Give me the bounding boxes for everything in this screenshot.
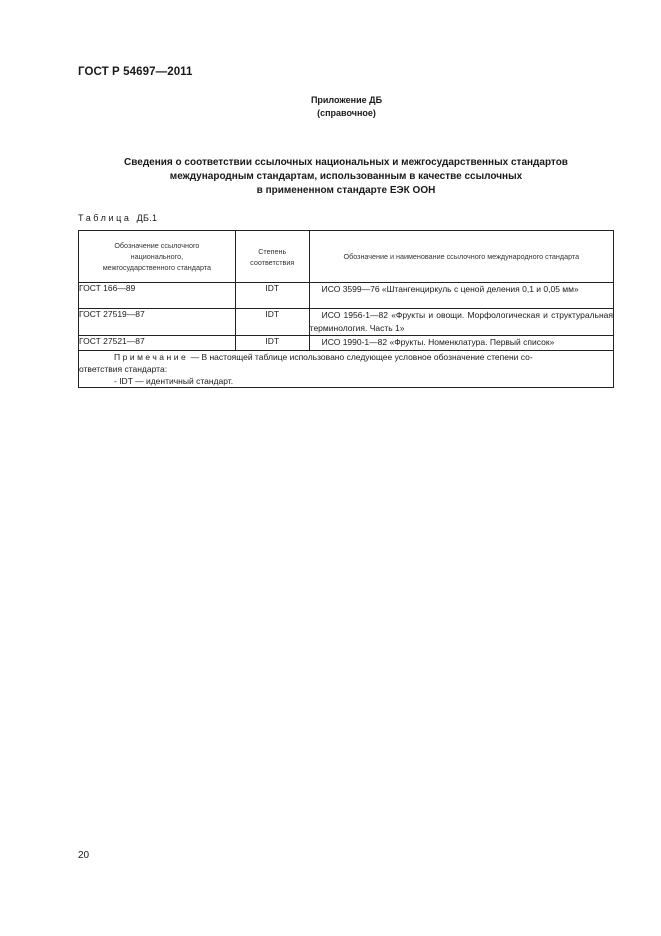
header-national-standard	[79, 231, 236, 283]
section-title-line: международным стандартам, использованным в качестве ссылочных	[169, 171, 523, 182]
header-degree	[235, 231, 309, 283]
annex-subtitle: (справочное)	[317, 108, 376, 118]
table-row	[79, 309, 614, 336]
annex-title: Приложение ДБ	[310, 95, 383, 105]
header-line: Обозначение ссылочного	[114, 241, 200, 250]
header-line: Обозначение и наименование ссылочного международного стандарта	[343, 252, 580, 261]
cell-gost: ГОСТ 27521—87	[79, 336, 236, 351]
reference-table	[78, 230, 614, 388]
cell-degree: IDT	[235, 283, 309, 309]
header-international-standard	[309, 231, 613, 283]
table-caption-prefix: Таблица	[78, 213, 132, 223]
note-label: Примечание	[114, 352, 189, 362]
table-caption-number: ДБ.1	[136, 213, 158, 223]
note-line: ответствия стандарта:	[79, 364, 168, 374]
page-number: 20	[78, 850, 90, 861]
section-title	[78, 156, 614, 198]
note-line	[79, 351, 613, 363]
table-note-row	[79, 351, 614, 388]
cell-international-text: ИСО 1956-1—82 «Фрукты и овощи. Морфологическая и структуральная терминология. Часть 1»	[309, 310, 613, 333]
header-line: национального,	[130, 252, 184, 261]
table-row	[79, 336, 614, 351]
table-caption	[78, 213, 157, 223]
table-header-row	[79, 231, 614, 283]
note-line: - IDT — идентичный стандарт.	[114, 376, 234, 386]
header-line: соответствия	[250, 257, 295, 267]
cell-gost: ГОСТ 27519—87	[79, 309, 236, 336]
cell-international	[309, 336, 613, 351]
cell-international-text: ИСО 3599—76 «Штангенциркуль с ценой деления 0,1 и 0,05 мм»	[321, 284, 579, 294]
header-line: Степень	[258, 246, 287, 256]
cell-gost: ГОСТ 166—89	[79, 283, 236, 309]
section-title-line: Сведения о соответствии ссылочных национальных и межгосударственных стандартов	[124, 157, 568, 168]
section-title-line: в примененном стандарте ЕЭК ООН	[256, 185, 436, 196]
header-line: межгосударственного стандарта	[102, 263, 212, 272]
table-note	[79, 351, 614, 388]
cell-degree: IDT	[235, 309, 309, 336]
cell-international	[309, 309, 613, 336]
cell-international	[309, 283, 613, 309]
note-text: — В настоящей таблице использовано следующее условное обозначение степени со-	[190, 352, 533, 362]
cell-degree: IDT	[235, 336, 309, 351]
cell-international-text: ИСО 1990-1—82 «Фрукты. Номенклатура. Первый список»	[321, 337, 555, 347]
table-row	[79, 283, 614, 309]
document-code: ГОСТ Р 54697—2011	[78, 66, 193, 78]
